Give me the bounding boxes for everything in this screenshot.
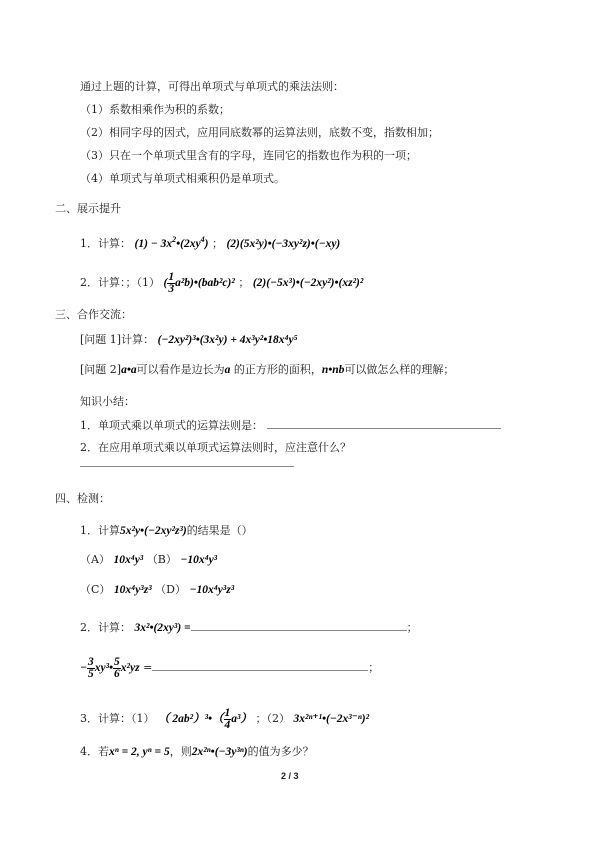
- fraction-one-third: $\frac{1}{3}$: [168, 270, 175, 295]
- rule-3: （3）只在一个单项式里含有的字母，连同它的指数也作为积的一项；: [80, 149, 417, 162]
- s4-q1: [80, 524, 253, 538]
- s3-p1-expr: (−2xy²)³•(3x²y) + 4x³y²•18x⁴y⁵: [157, 334, 298, 346]
- answer-blank-attention[interactable]: [80, 456, 294, 467]
- fraction-one-quarter: $\frac{1}{4}$: [224, 706, 231, 731]
- rule-1: （1）系数相乘作为积的系数；: [80, 103, 230, 116]
- s2-q2-label: 2．计算：；（1）: [80, 276, 160, 289]
- s3-p2-label: [问题 2]: [80, 363, 122, 376]
- s4-q2: [80, 620, 418, 635]
- answer-blank-q2b[interactable]: [152, 660, 368, 671]
- summary-title: 知识小结：: [80, 395, 135, 408]
- option-d-label[interactable]: （D）: [155, 583, 186, 596]
- s4-q3-expr2: 3x²ⁿ⁺¹•(−2x³⁻ⁿ)²: [293, 713, 370, 725]
- s4-q2b-expr: − $\frac{3}{5}$ xy³• $\frac{5}{6}$ x²yz: [80, 655, 140, 680]
- option-c-label[interactable]: （C）: [80, 583, 111, 596]
- summary-q1-text: 1．单项式乘以单项式的运算法则是：: [80, 419, 263, 432]
- s4-q2-label: 2．计算：: [80, 621, 131, 634]
- page-number: 2 / 3: [281, 771, 299, 781]
- s3-p1: [80, 333, 298, 347]
- s4-q3: [80, 706, 369, 732]
- answer-blank-q2a[interactable]: [191, 620, 407, 631]
- fraction-five-sixths: $\frac{5}{6}$: [114, 655, 120, 680]
- option-a[interactable]: 10x⁴y³: [113, 554, 144, 566]
- s2-q1-expr1: $(1) - 3x^2•(2xy^4)$: [134, 235, 209, 250]
- s3-p1-label: [问题 1]计算：: [80, 333, 155, 346]
- s2-q2-expr1: ( $\frac{1}{3}$ a²b)•(bab²c)²: [163, 270, 235, 295]
- intro-lead: 通过上题的计算，可得出单项式与单项式的乘法法则：: [80, 80, 344, 93]
- s4-options-cd: [80, 583, 234, 597]
- s2-q1-sep: ；: [211, 237, 223, 250]
- s4-q4-expr2: 2x²ⁿ•(−3y³ⁿ): [191, 746, 248, 758]
- s4-q3-expr1: （ 2ab²）³•（ $\frac{1}{4}$ a³）: [158, 706, 252, 731]
- s2-q1-expr2: (2)(5x²y)•(−3xy²z)•(−xy): [226, 237, 341, 250]
- s2-q2: [80, 270, 363, 296]
- s4-q4-tail: 的值为多少？: [247, 745, 314, 758]
- s4-options-ab: [80, 553, 217, 567]
- s3-p2-expr1: a•a: [121, 364, 137, 376]
- option-b[interactable]: −10x⁴y³: [180, 554, 218, 566]
- s4-q4-mid: ，则: [169, 745, 192, 758]
- summary-q2: 2．在应用单项式乘以单项式运算法则时，应注意什么？: [80, 441, 351, 454]
- s2-q2-sep: ；: [238, 277, 250, 289]
- option-a-label[interactable]: （A）: [80, 553, 110, 566]
- s4-q3-label: 3．计算：（1）: [80, 712, 155, 725]
- s4-q2b-eq: =: [143, 661, 153, 674]
- summary-q1: [80, 418, 501, 433]
- s2-q2-expr2: (2)(−5x³)•(−2xy²)•(xz²)²: [252, 277, 364, 289]
- s4-q3-mid: ；（2）: [255, 712, 290, 725]
- s3-p2-expr2: n•nb: [321, 364, 345, 376]
- s3-p2-a: a: [224, 364, 231, 376]
- rule-2: （2）相同字母的因式，应用同底数幂的运算法则，底数不变，指数相加；: [80, 126, 439, 139]
- section4-heading: 四、检测：: [55, 492, 110, 505]
- s4-q2b: [80, 655, 379, 681]
- s4-q4-label: 4．若: [80, 745, 109, 758]
- s3-p2: [80, 363, 454, 377]
- s2-q1-label: 1．计算：: [80, 236, 131, 250]
- answer-blank-rule[interactable]: [267, 418, 501, 429]
- s4-q1-tail: 的结果是（）: [186, 524, 253, 537]
- s2-q1: [80, 233, 340, 251]
- option-b-label[interactable]: （B）: [146, 553, 177, 566]
- s3-p2-text2: 的正方形的面积，: [230, 363, 322, 376]
- s4-q2-tail1: ；: [406, 621, 418, 634]
- option-d[interactable]: −10x⁴y³z³: [189, 584, 235, 596]
- s3-p2-text1: 可以看作是边长为: [136, 363, 225, 376]
- rule-4: （4）单项式与单项式相乘积仍是单项式。: [80, 172, 285, 185]
- fraction-three-fifths: $\frac{3}{5}$: [87, 655, 94, 680]
- s4-q2-expr1: 3x²•(2xy³) =: [134, 622, 191, 634]
- s4-q1-expr: 5x²y•(−2xy²z³): [120, 525, 187, 537]
- s3-p2-text3: 可以做怎么样的理解；: [344, 363, 455, 376]
- s4-q4-expr: xⁿ = 2, yⁿ = 5: [109, 746, 170, 758]
- s4-q2b-tail: ；: [368, 661, 380, 674]
- section3-heading: 三、合作交流：: [55, 308, 132, 321]
- summary-q2-blank-row: [80, 456, 294, 471]
- s4-q1-label: 1．计算: [80, 524, 120, 537]
- section2-heading: 二、展示提升: [55, 202, 121, 215]
- s4-q4: [80, 745, 314, 759]
- option-c[interactable]: 10x⁴y³z³: [113, 584, 152, 596]
